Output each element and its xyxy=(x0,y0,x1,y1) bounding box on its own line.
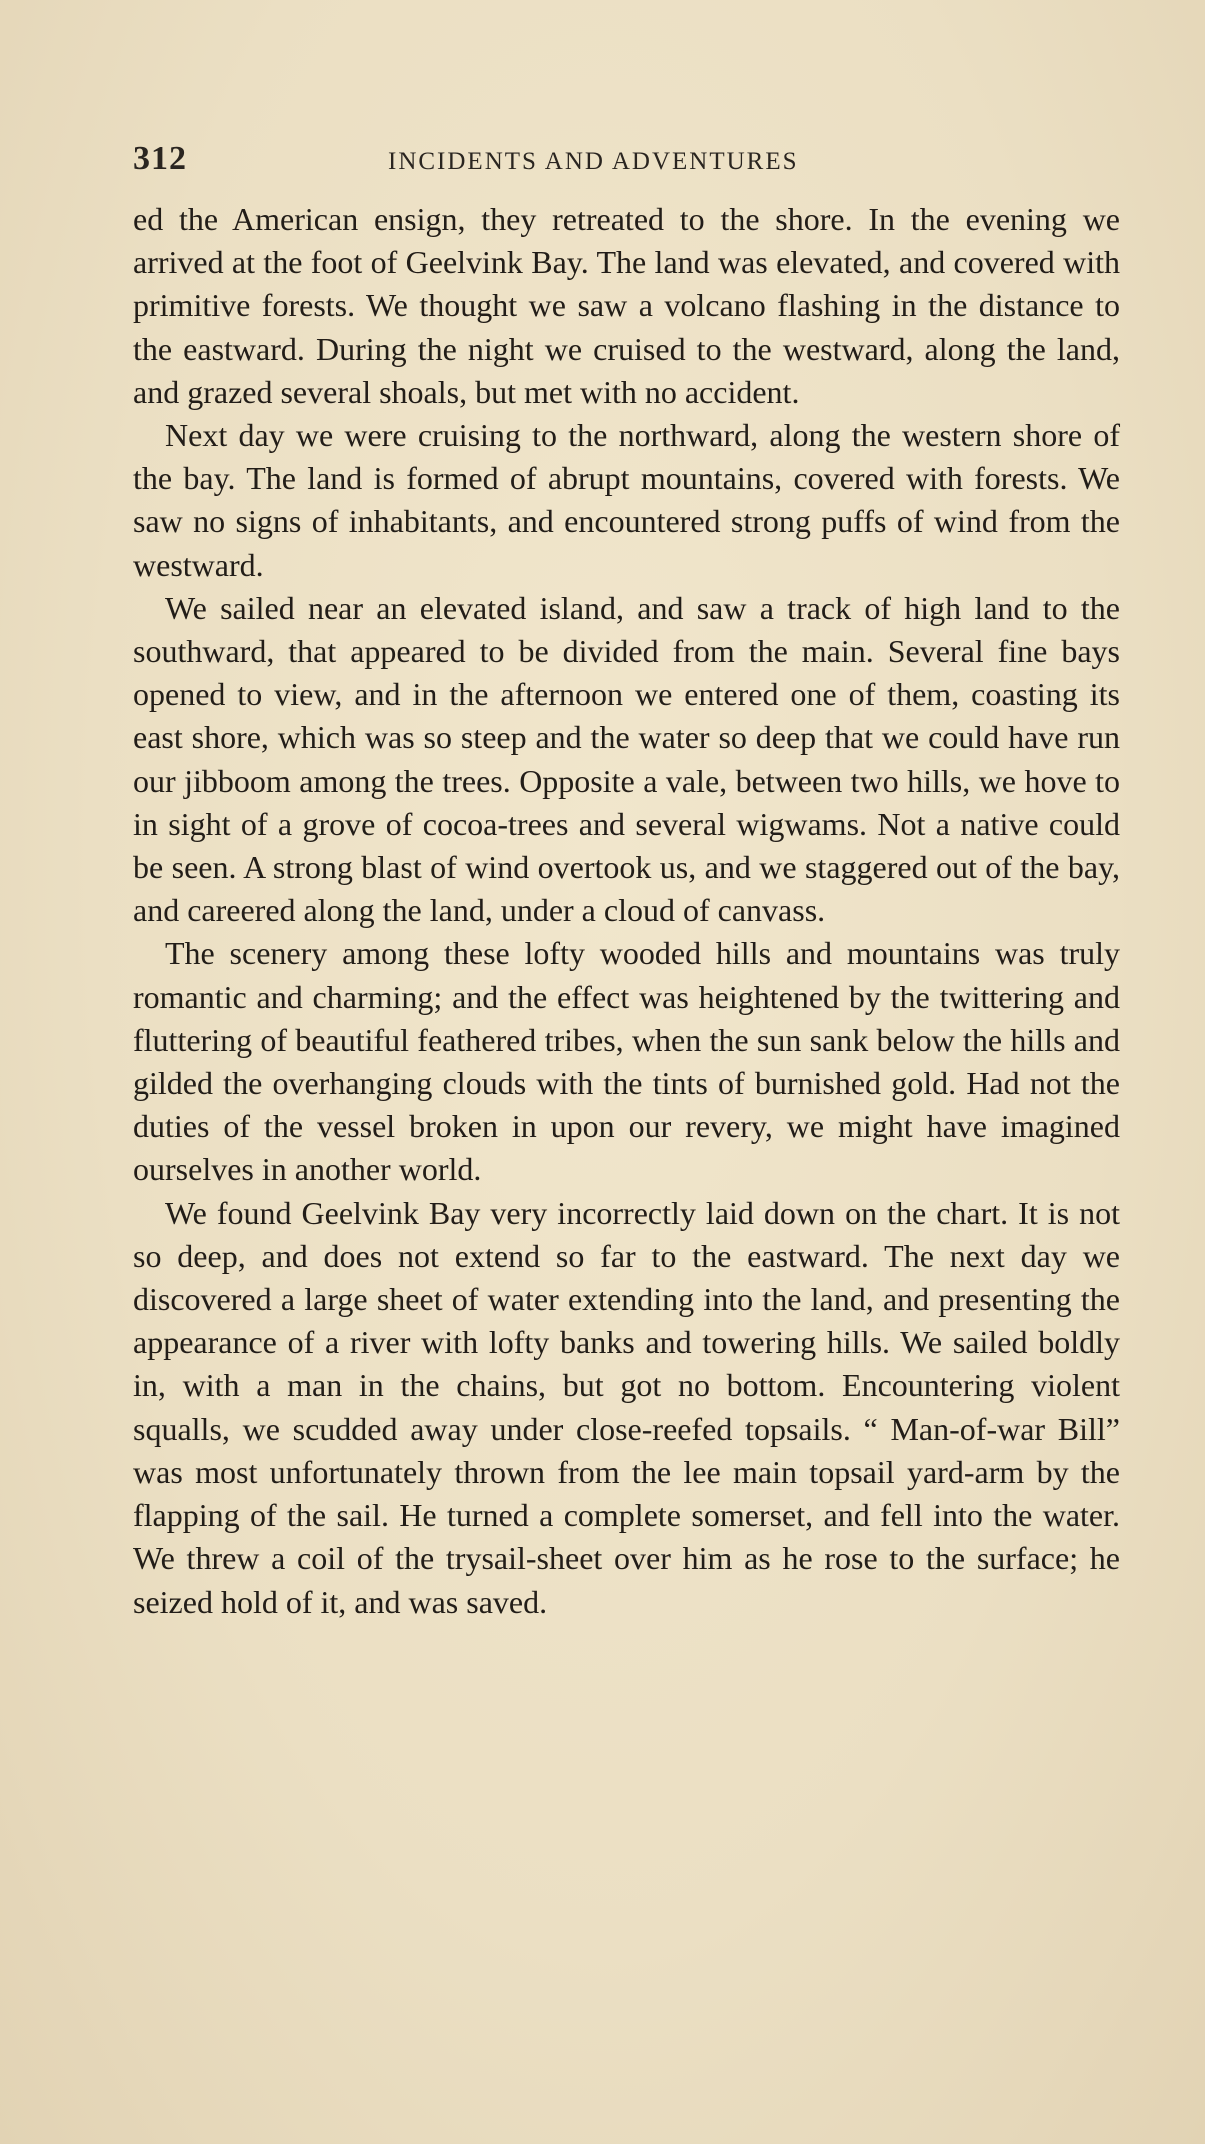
page-header xyxy=(133,140,873,180)
paragraph: We found Geelvink Bay very incorrectly laid down on the chart. It is not so deep, and does not extend so far to the eastward. The next day we discovered a large sheet of water extending into the land, and presenting the appearance of a river with lofty banks and towering hills. We sailed boldly in, with a man in the chains, but got no bottom. Encountering violent squalls, we scudded away under close-reefed topsails. “ Man-of-war Bill” was most unfortunately thrown from the lee main topsail yard-arm by the flapping of the sail. He turned a complete somerset, and fell into the water. We threw a coil of the trysail-sheet over him as he rose to the surface; he seized hold of it, and was saved. xyxy=(133,1194,1120,1620)
running-head: INCIDENTS AND ADVENTURES xyxy=(388,148,799,175)
body-text xyxy=(133,198,1120,1624)
paragraph: ed the American ensign, they retreated to the shore. In the evening we arrived at the foot of Geelvink Bay. The land was elevated, and covered with primitive forests. We thought we saw a volcano flashing in the distance to the eastward. During the night we cruised to the westward, along the land, and grazed several shoals, but met with no accident. xyxy=(133,201,1120,410)
paragraph: The scenery among these lofty wooded hills and mountains was truly romantic and charming; and the effect was heightened by the twittering and fluttering of beautiful feathered tribes, when the sun sank below the hills and gilded the overhanging clouds with the tints of burnished gold. Had not the duties of the vessel broken in upon our revery, we might have imagined ourselves in another world. xyxy=(133,935,1120,1188)
page-number: 312 xyxy=(133,140,187,177)
paragraph: We sailed near an elevated island, and saw a track of high land to the southward, that appeared to be divided from the main. Several fine bays opened to view, and in the afternoon we entered one of them, coasting its east shore, which was so steep and the water so deep that we could have run our jibboom among the trees. Opposite a vale, between two hills, we hove to in sight of a grove of cocoa-trees and several wigwams. Not a native could be seen. A strong blast of wind overtook us, and we staggered out of the bay, and careered along the land, under a cloud of canvass. xyxy=(133,589,1120,929)
paragraph: Next day we were cruising to the northward, along the western shore of the bay. The land is formed of abrupt mountains, covered with forests. We saw no signs of inhabitants, and encountered strong puffs of wind from the westward. xyxy=(133,417,1120,583)
